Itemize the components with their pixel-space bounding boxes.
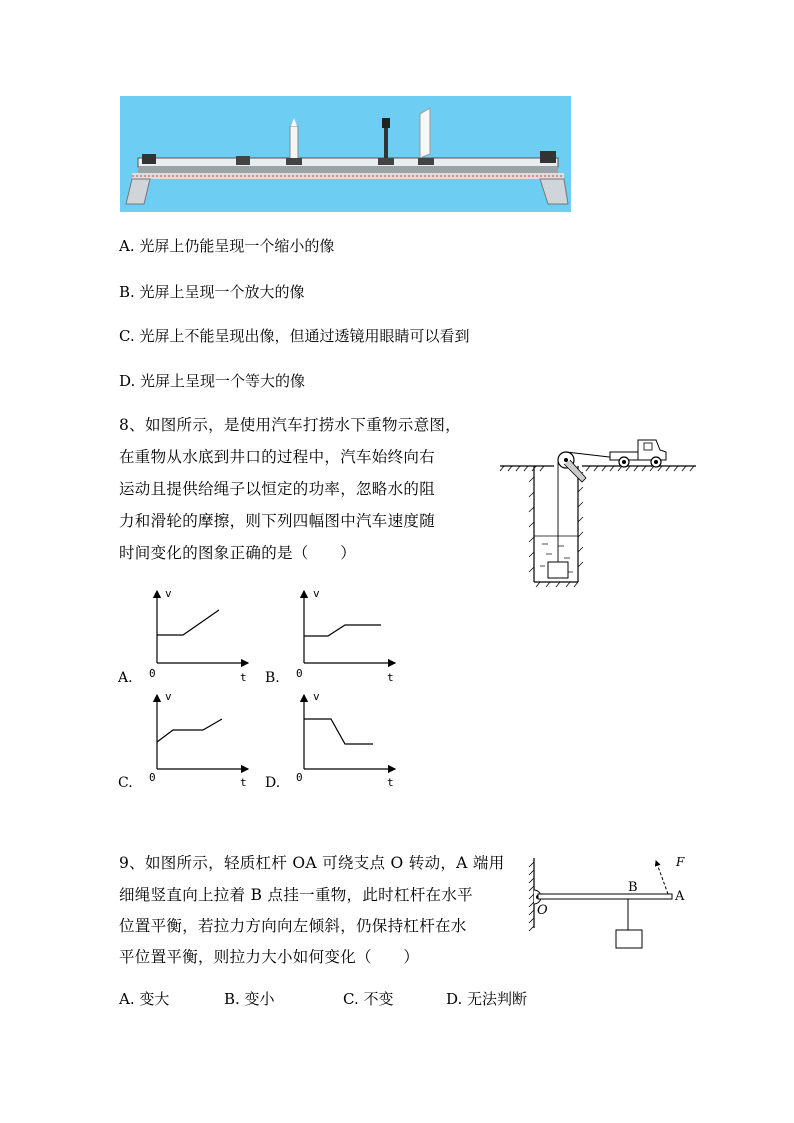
q9-label-a: A [675,889,685,904]
q9-label-b: B [628,880,638,895]
graph-a-t-label: t [240,671,247,684]
q7-option-d: D. 光屏上呈现一个等大的像 [119,372,306,390]
q9-line-4: 平位置平衡，则拉力大小如何变化（ ） [119,948,420,966]
q8-line-3: 运动且提供给绳子以恒定的功率，忽略水的阻 [119,480,436,498]
optical-bench-photo [120,96,571,212]
q8-line-4: 力和滑轮的摩擦，则下列四幅图中汽车速度随 [119,512,436,530]
graph-a-v-label: v [165,587,172,600]
graph-c [118,690,248,791]
q9-option-a: A. 变大 [119,990,170,1008]
graph-d-origin: 0 [296,771,303,784]
graph-b-letter: B. [265,670,280,686]
graph-b-v-label: v [313,587,320,600]
q8-line-5: 时间变化的图象正确的是（ ） [119,544,357,562]
q8-line-1: 8、如图所示，是使用汽车打捞水下重物示意图， [119,416,461,434]
q9-line-3: 位置平衡，若拉力方向向左倾斜，仍保持杠杆在水 [119,917,467,935]
q9-option-c: C. 不变 [343,990,394,1008]
q7-option-a: A. 光屏上仍能呈现一个缩小的像 [119,237,335,255]
graph-c-t-label: t [240,776,247,789]
graph-a-origin: 0 [149,667,156,680]
q7-option-b: B. 光屏上呈现一个放大的像 [119,283,305,301]
q9-lever-figure [524,850,694,952]
graph-c-origin: 0 [149,771,156,784]
graph-b [265,587,395,686]
q9-option-d: D. 无法判断 [446,990,528,1008]
graph-b-origin: 0 [296,667,303,680]
q8-graphs [115,583,415,798]
graph-d [265,690,395,791]
q9-label-o: O [537,903,548,918]
graph-d-letter: D. [265,775,281,791]
graph-d-v-label: v [313,690,320,703]
q8-line-2: 在重物从水底到井口的过程中，汽车始终向右 [119,448,436,466]
q7-option-c: C. 光屏上不能呈现出像，但通过透镜用眼睛可以看到 [119,327,470,345]
graph-a [117,587,248,686]
q9-line-2: 细绳竖直向上拉着 B 点挂一重物，此时杠杆在水平 [119,886,473,904]
graph-d-t-label: t [387,776,394,789]
graph-c-letter: C. [118,775,133,791]
q9-option-b: B. 变小 [224,990,275,1008]
q8-truck-well-figure [498,432,700,594]
q9-label-f: F [676,855,685,869]
graph-a-letter: A. [118,670,133,686]
q9-line-1: 9、如图所示，轻质杠杆 OA 可绕支点 O 转动，A 端用 [119,854,505,872]
graph-b-t-label: t [387,671,394,684]
graph-c-v-label: v [165,690,172,703]
